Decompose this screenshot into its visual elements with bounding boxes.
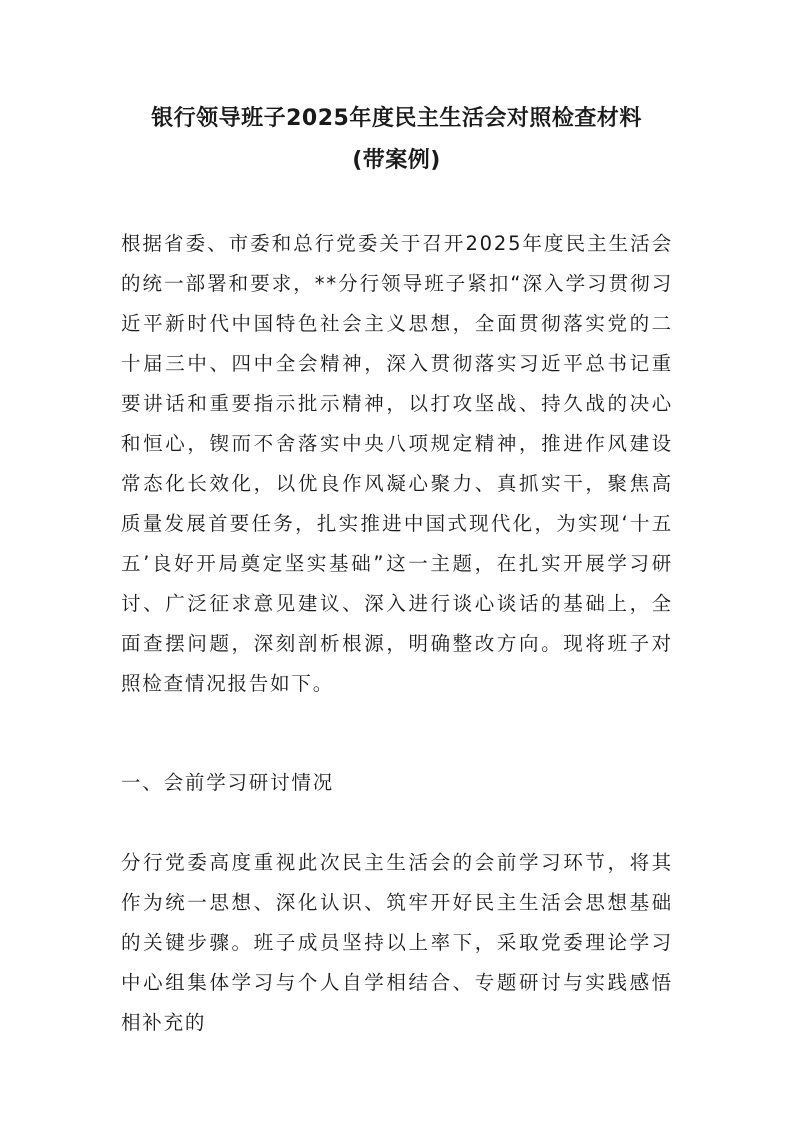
intro-paragraph: 根据省委、市委和总行党委关于召开2025年度民主生活会的统一部署和要求，**分行领导班子紧扣“深入学习贯彻习近平新时代中国特色社会主义思想，全面贯彻落实党的二十届三中、四中全会精神，深入贯彻落实习近平总书记重要讲话和重要指示批示精神，以打攻坚战、持久战的决心和恒心，锲而不舍落实中央八项规定精神，推进作风建设常态化长效化，以优良作风凝心聚力、真抓实干，聚焦高质量发展首要任务，扎实推进中国式现代化，为实现‘十五五’良好开局奠定坚实基础”这一主题，在扎实开展学习研讨、广泛征求意见建议、深入进行谈心谈话的基础上，全面查摆问题，深刻剖析根源，明确整改方向。现将班子对照检查情况报告如下。: [121, 232, 673, 695]
document-title: 银行领导班子2025年度民主生活会对照检查材料: [151, 106, 642, 131]
section-heading: 一、会前学习研讨情况: [121, 771, 335, 794]
section-paragraph: 分行党委高度重视此次民主生活会的会前学习环节，将其作为统一思想、深化认识、筑牢开好民主生活会思想基础的关键步骤。班子成员坚持以上率下，采取党委理论学习中心组集体学习与个人自学相结合、专题研讨与实践感悟相补充的: [121, 851, 673, 1034]
document-subtitle: (带案例): [352, 148, 441, 173]
